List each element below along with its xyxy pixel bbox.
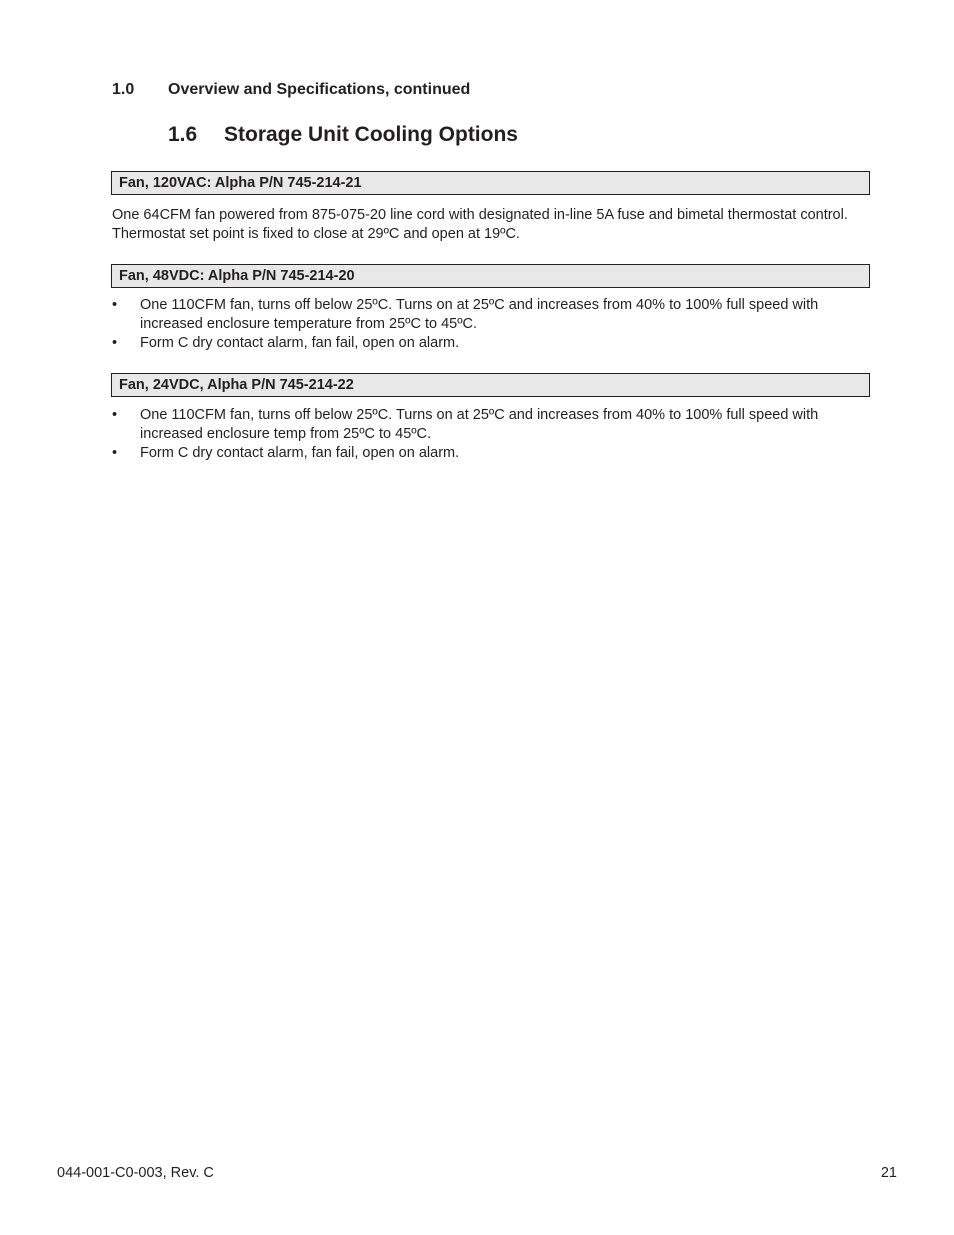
bullet-list-48vdc [112, 296, 872, 353]
option-heading-24vdc: Fan, 24VDC, Alpha P/N 745-214-22 [119, 377, 354, 393]
bullet-icon: • [112, 407, 118, 423]
section-title [168, 123, 518, 147]
running-header [112, 81, 470, 99]
footer-doc-number: 044-001-C0-003, Rev. C [57, 1165, 214, 1181]
list-item-text: Form C dry contact alarm, fan fail, open on alarm. [140, 335, 460, 351]
option-heading-48vdc: Fan, 48VDC: Alpha P/N 745-214-20 [119, 268, 355, 284]
bullet-list-24vdc [112, 406, 872, 463]
section-heading: Storage Unit Cooling Options [224, 123, 518, 146]
list-item-text: Form C dry contact alarm, fan fail, open on alarm. [140, 445, 460, 461]
bullet-icon: • [112, 297, 118, 313]
option-paragraph-120vac: One 64CFM fan powered from 875-075-20 line cord with designated in-line 5A fuse and bimetal thermostat control. Thermostat set point is fixed to close at 29ºC and open at 19ºC. [112, 207, 848, 242]
list-item [112, 444, 872, 463]
list-item-text: One 110CFM fan, turns off below 25ºC. Turns on at 25ºC and increases from 40% to 100% full speed with increased enclosure temp from 25ºC to 45ºC. [140, 407, 819, 442]
option-heading-box-48vdc [111, 264, 870, 288]
list-item-text: One 110CFM fan, turns off below 25ºC. Turns on at 25ºC and increases from 40% to 100% full speed with increased enclosure temperature from 25ºC to 45ºC. [140, 297, 819, 332]
list-item [112, 296, 872, 334]
option-heading-box-24vdc [111, 373, 870, 397]
running-header-number: 1.0 [112, 81, 135, 98]
footer-page-number: 21 [880, 1165, 897, 1181]
bullet-icon: • [112, 445, 118, 461]
list-item [112, 334, 872, 353]
section-number: 1.6 [168, 123, 198, 146]
option-heading-120vac: Fan, 120VAC: Alpha P/N 745-214-21 [119, 175, 362, 191]
option-heading-box-120vac [111, 171, 870, 195]
bullet-icon: • [112, 335, 118, 351]
list-item [112, 406, 872, 444]
running-header-title: Overview and Specifications, continued [168, 81, 471, 98]
